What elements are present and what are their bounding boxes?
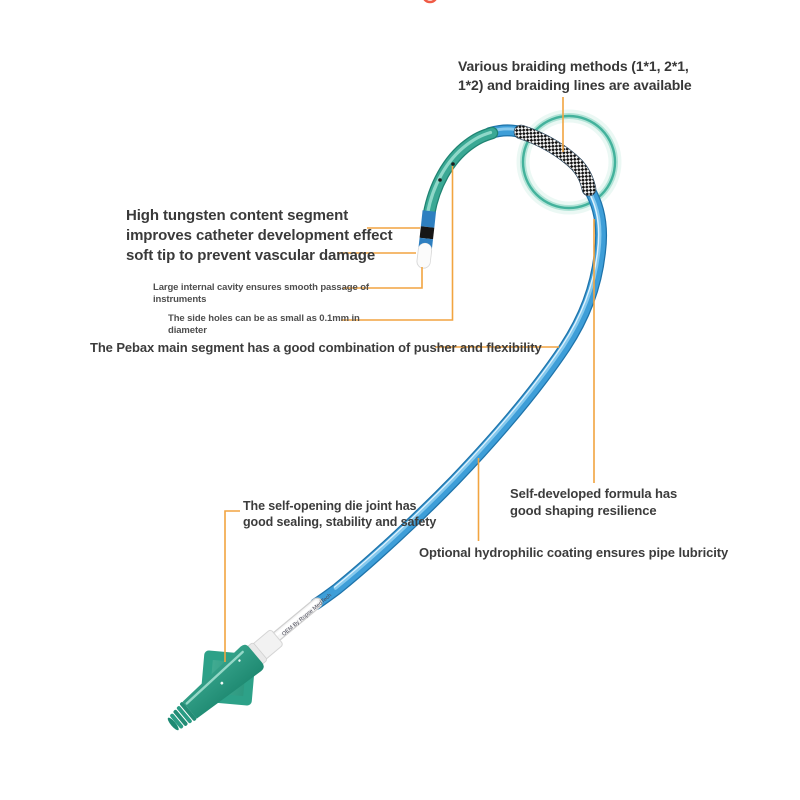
blue-band bbox=[428, 211, 430, 227]
annotation-coating-text: Optional hydrophilic coating ensures pipe lubricity bbox=[419, 545, 729, 560]
shaft-print-text: OEM By Ropse MedTech bbox=[281, 592, 334, 638]
soft-tip bbox=[424, 250, 425, 262]
annotation-tungsten-line3: soft tip to prevent vascular damage bbox=[126, 247, 376, 264]
side-hole-dot bbox=[438, 178, 442, 182]
annotation-die-joint-line2: good sealing, stability and safety bbox=[243, 515, 437, 529]
annotation-die-joint bbox=[243, 498, 436, 530]
cropped-red-mark bbox=[423, 0, 437, 2]
annotation-tungsten-line1: High tungsten content segment bbox=[126, 207, 349, 224]
annotation-cavity-line2: instruments bbox=[153, 294, 207, 305]
annotation-braiding-line1: Various braiding methods (1*1, 2*1, bbox=[458, 58, 689, 74]
annotation-side-holes-line2: diameter bbox=[168, 325, 207, 336]
annotation-formula-line2: good shaping resilience bbox=[510, 502, 657, 518]
annotation-pebax-text: The Pebax main segment has a good combination of pusher and flexibility bbox=[90, 340, 542, 355]
annotation-pebax bbox=[90, 340, 542, 356]
annotation-side-holes bbox=[168, 313, 360, 337]
tungsten-band bbox=[426, 227, 427, 239]
tip-segment bbox=[428, 133, 493, 215]
annotation-braiding-line2: 1*2) and braiding lines are available bbox=[458, 77, 692, 93]
tip-bands bbox=[424, 211, 430, 262]
shaft bbox=[275, 593, 333, 638]
annotation-braiding bbox=[458, 57, 692, 95]
annotation-tungsten-line2: improves catheter development effect bbox=[126, 227, 393, 244]
annotation-die-joint-line1: The self-opening die joint has bbox=[243, 499, 417, 513]
annotation-formula-line1: Self-developed formula has bbox=[510, 486, 678, 501]
annotation-side-holes-line1: The side holes can be as small as 0.1mm in bbox=[168, 313, 360, 324]
annotation-internal-cavity bbox=[153, 282, 369, 306]
side-hole-dot bbox=[451, 162, 455, 166]
leader-line-die-joint bbox=[225, 511, 240, 662]
annotation-tungsten bbox=[126, 206, 393, 266]
annotation-coating bbox=[419, 545, 728, 561]
annotation-formula bbox=[510, 486, 677, 519]
annotation-cavity-line1: Large internal cavity ensures smooth passage of bbox=[153, 282, 369, 293]
